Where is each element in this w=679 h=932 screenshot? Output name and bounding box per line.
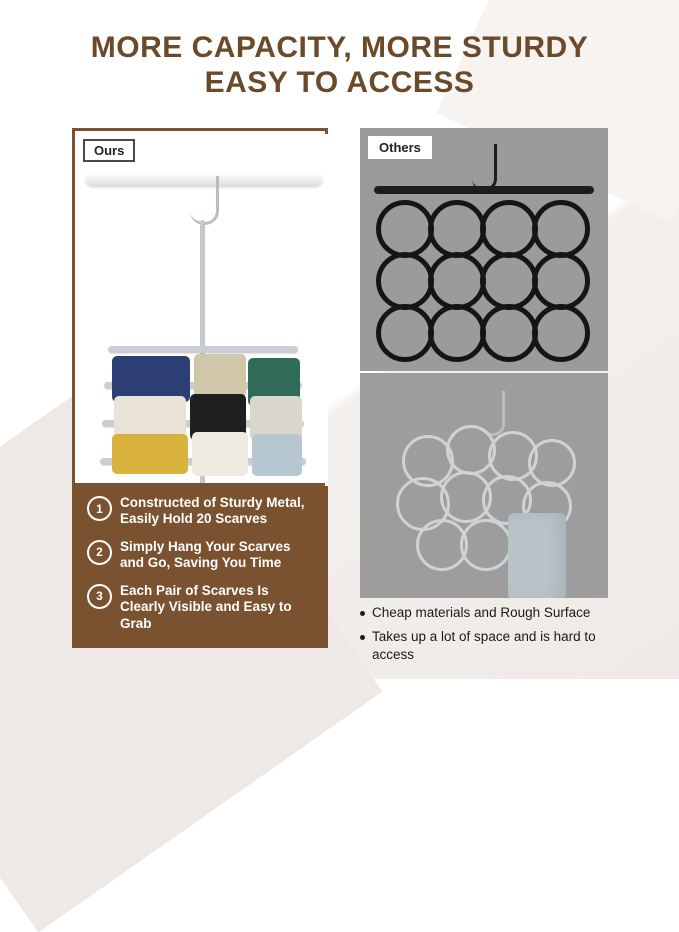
bullet-text: Simply Hang Your Scarves and Go, Saving You Time bbox=[120, 538, 291, 571]
ring-slot bbox=[376, 252, 434, 310]
ring-slot bbox=[376, 200, 434, 258]
ring-slot bbox=[532, 200, 590, 258]
bullet-number: 2 bbox=[87, 540, 112, 565]
panel-ours bbox=[72, 128, 328, 648]
list-item bbox=[87, 495, 313, 528]
headline-line-2: EASY TO ACCESS bbox=[204, 66, 475, 100]
photo-others-silver-ring-hanger bbox=[360, 373, 608, 598]
list-item bbox=[360, 628, 612, 664]
hanger-hook-icon bbox=[190, 176, 219, 225]
bullet-dot-icon bbox=[360, 635, 365, 640]
headline bbox=[0, 0, 679, 101]
ring-slot bbox=[428, 200, 486, 258]
scarf-item bbox=[192, 432, 248, 476]
bullet-number: 1 bbox=[87, 496, 112, 521]
scarf-item bbox=[112, 434, 188, 474]
bullet-number: 3 bbox=[87, 584, 112, 609]
scarf-item bbox=[194, 354, 246, 398]
photo-ours-hanger bbox=[78, 134, 328, 486]
note-text: Takes up a lot of space and is hard to access bbox=[372, 629, 596, 663]
bullet-text: Constructed of Sturdy Metal, Easily Hold 20 Scarves bbox=[120, 495, 305, 527]
ring-slot bbox=[480, 252, 538, 310]
ring-slot bbox=[428, 304, 486, 362]
hanger-hook-icon bbox=[472, 144, 497, 191]
scarf-item bbox=[114, 396, 186, 438]
ring-slot bbox=[480, 200, 538, 258]
ring-slot bbox=[428, 252, 486, 310]
others-drawback-list bbox=[360, 604, 612, 671]
scarf-item bbox=[252, 434, 302, 476]
hanger-tier bbox=[108, 346, 298, 353]
list-item bbox=[360, 604, 612, 622]
label-others: Others bbox=[368, 136, 432, 159]
ours-bullet-list bbox=[75, 483, 325, 645]
bullet-dot-icon bbox=[360, 611, 365, 616]
note-text: Cheap materials and Rough Surface bbox=[372, 605, 591, 620]
ring-slot bbox=[532, 304, 590, 362]
ring-slot bbox=[480, 304, 538, 362]
comparison-panels bbox=[0, 128, 679, 668]
ring-slot bbox=[528, 439, 576, 487]
scarf-item bbox=[508, 513, 566, 598]
list-item bbox=[87, 539, 313, 572]
headline-line-1: MORE CAPACITY, MORE STURDY bbox=[90, 31, 589, 64]
panel-others bbox=[360, 128, 608, 663]
bullet-text: Each Pair of Scarves Is Clearly Visible and Easy to Grab bbox=[120, 582, 292, 631]
label-ours: Ours bbox=[83, 139, 135, 162]
ring-slot bbox=[460, 519, 512, 571]
photo-others-black-ring-hanger bbox=[360, 128, 608, 371]
ring-slot bbox=[376, 304, 434, 362]
ring-slot bbox=[532, 252, 590, 310]
hanger-bar bbox=[374, 186, 594, 194]
list-item bbox=[87, 583, 313, 632]
